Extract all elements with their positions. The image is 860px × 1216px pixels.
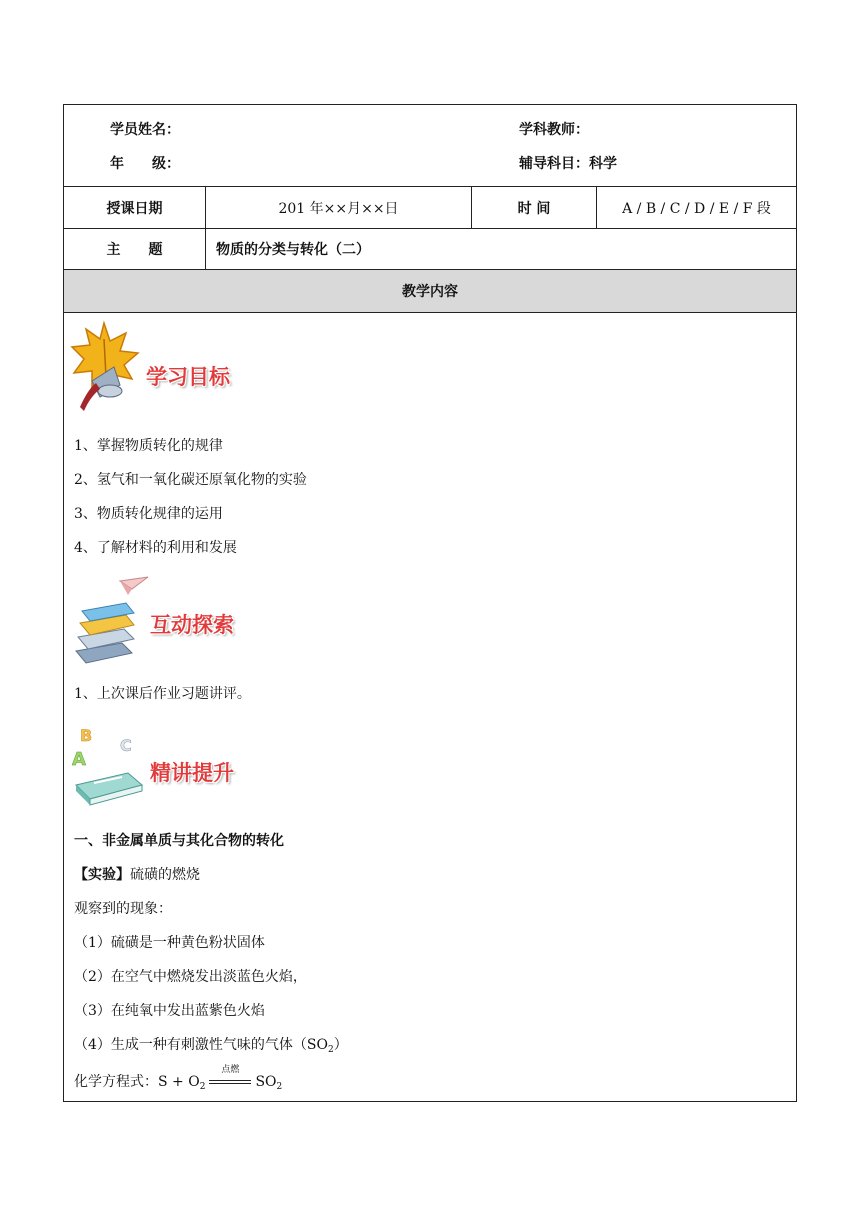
observation-1: （1）硫磺是一种黄色粉状固体 <box>74 935 265 951</box>
equation-condition: 点燃 <box>221 1065 240 1075</box>
goals-title: 学习目标 <box>146 365 230 389</box>
section-heading: 一、非金属单质与其化合物的转化 <box>74 833 284 849</box>
equation-product: SO <box>255 1074 277 1090</box>
goals-banner <box>70 319 250 415</box>
experiment-text: 硫磺的燃烧 <box>130 867 200 883</box>
lecture-title: 精讲提升 <box>150 761 234 785</box>
experiment-bracket: 【实验】 <box>74 867 130 883</box>
subject-label: 辅导科目：科学 <box>519 156 617 172</box>
content-header-row <box>64 270 796 313</box>
observation-2: （2）在空气中燃烧发出淡蓝色火焰， <box>74 969 307 985</box>
lesson-table <box>63 104 797 1102</box>
time-label: 时 间 <box>471 187 596 228</box>
equation-label: 化学方程式：S + O <box>74 1074 200 1090</box>
equation-product-sub: 2 <box>276 1082 283 1092</box>
observation-4 <box>74 1036 348 1059</box>
content-header: 教学内容 <box>402 284 458 300</box>
observation-4-prefix: （4）生成一种有刺激性气味的气体（SO <box>74 1037 328 1053</box>
explore-banner <box>70 575 250 667</box>
goal-item-4: 4、了解材料的利用和发展 <box>74 540 237 556</box>
goal-item-3: 3、物质转化规律的运用 <box>74 506 223 522</box>
teacher-label: 学科教师： <box>519 122 589 138</box>
date-value: 201 年××月××日 <box>205 187 471 228</box>
observation-4-suffix: ） <box>333 1037 348 1053</box>
time-value: A / B / C / D / E / F 段 <box>596 187 796 228</box>
observation-3: （3）在纯氧中发出蓝紫色火焰 <box>74 1003 265 1019</box>
equals-sign <box>209 1065 251 1089</box>
content-area <box>64 313 796 1101</box>
topic-row <box>64 229 796 270</box>
svg-text:C: C <box>120 736 132 755</box>
maple-leaf-bell-icon <box>70 319 140 415</box>
student-name-label: 学员姓名： <box>110 122 180 138</box>
goal-item-1: 1、掌握物质转化的规律 <box>74 438 223 454</box>
svg-text:A: A <box>72 749 86 770</box>
equation-o-sub: 2 <box>199 1082 206 1092</box>
explore-item-1: 1、上次课后作业习题讲评。 <box>74 686 251 702</box>
date-row <box>64 187 796 229</box>
date-label: 授课日期 <box>106 200 163 217</box>
info-row <box>64 105 796 187</box>
experiment-line <box>74 866 200 884</box>
svg-text:B: B <box>80 726 93 745</box>
observe-label: 观察到的现象： <box>74 901 172 917</box>
goal-item-2: 2、氢气和一氧化碳还原氧化物的实验 <box>74 472 307 488</box>
lecture-banner <box>70 721 250 807</box>
abc-book-icon <box>70 721 150 807</box>
topic-value: 物质的分类与转化（二） <box>205 229 796 269</box>
explore-title: 互动探索 <box>150 613 234 637</box>
observation-4-sub: 2 <box>327 1045 334 1055</box>
topic-label: 主 题 <box>106 242 163 258</box>
books-paper-plane-icon <box>70 575 150 667</box>
grade-label: 年 级： <box>110 156 180 172</box>
chemical-equation <box>74 1065 283 1096</box>
